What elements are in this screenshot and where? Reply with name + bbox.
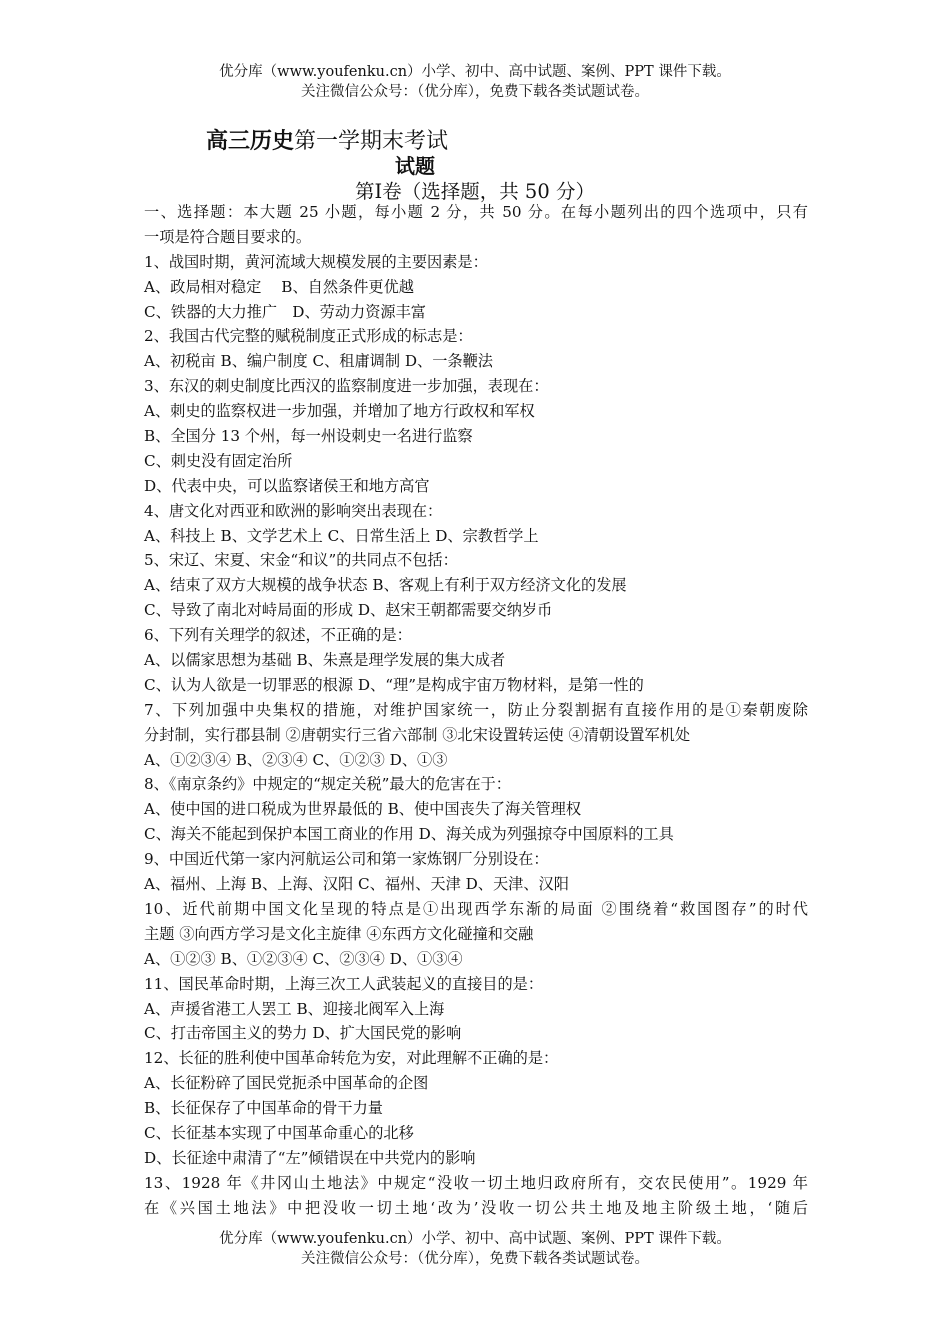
text-line: 9、中国近代第一家内河航运公司和第一家炼钢厂分别设在： — [144, 850, 549, 869]
text-line: 6、下列有关理学的叙述，不正确的是： — [144, 626, 412, 645]
section-heading: 第I卷（选择题，共 50 分） — [355, 180, 595, 203]
page-footer — [0, 1229, 950, 1269]
text-line: 10、近代前期中国文化呈现的特点是①出现西学东渐的局面 ②围绕着“救国图存”的时代 — [144, 899, 808, 918]
text-line: D、长征途中肃清了“左”倾错误在中共党内的影响 — [144, 1148, 476, 1167]
text-line: A、①②③ B、①②③④ C、②③④ D、①③④ — [144, 949, 463, 968]
text-line: A、福州、上海 B、上海、汉阳 C、福州、天津 D、天津、汉阳 — [144, 875, 569, 894]
text-line: 一项是符合题目要求的。 — [144, 227, 312, 246]
text-line: 13、1928 年《井冈山土地法》中规定“没收一切土地归政府所有，交农民使用”。1929 年 — [144, 1173, 808, 1192]
header-line-2: 关注微信公众号：（优分库），免费下载各类试题试卷。 — [301, 84, 649, 100]
text-line: 8、《南京条约》中规定的“规定关税”最大的危害在于： — [144, 775, 511, 794]
text-line: A、政局相对稳定 B、自然条件更优越 — [144, 277, 414, 296]
text-line: C、铁器的大力推广 D、劳动力资源丰富 — [144, 302, 426, 321]
text-line: A、科技上 B、文学艺术上 C、日常生活上 D、宗教哲学上 — [144, 526, 539, 545]
text-line: A、声援省港工人罢工 B、迎接北阀军入上海 — [144, 999, 445, 1018]
page-header — [0, 62, 950, 102]
text-line: A、刺史的监察权进一步加强，并增加了地方行政权和军权 — [144, 402, 535, 421]
text-line: A、使中国的进口税成为世界最低的 B、使中国丧失了海关管理权 — [144, 800, 582, 819]
text-line: 分封制，实行郡县制 ②唐朝实行三省六部制 ③北宋设置转运使 ④清朝设置军机处 — [144, 725, 691, 744]
text-line: 2、我国古代完整的赋税制度正式形成的标志是： — [144, 327, 473, 346]
text-line: C、打击帝国主义的势力 D、扩大国民党的影响 — [144, 1024, 462, 1043]
text-line: 7、下列加强中央集权的措施，对维护国家统一，防止分裂割据有直接作用的是①秦朝废除 — [144, 700, 808, 719]
text-line: 5、宋辽、宋夏、宋金“和议”的共同点不包括： — [144, 551, 458, 570]
header-line-1: 优分库（www.youfenku.cn）小学、初中、高中试题、案例、PPT 课件下载。 — [219, 64, 731, 80]
text-line: 1、战国时期，黄河流域大规模发展的主要因素是： — [144, 252, 488, 271]
text-line: C、认为人欲是一切罪恶的根源 D、“理”是构成宇宙万物材料，是第一性的 — [144, 675, 644, 694]
footer-line-1: 优分库（www.youfenku.cn）小学、初中、高中试题、案例、PPT 课件下载。 — [219, 1231, 731, 1247]
footer-line-2: 关注微信公众号：（优分库），免费下载各类试题试卷。 — [301, 1251, 649, 1267]
text-line: A、①②③④ B、②③④ C、①②③ D、①③ — [144, 750, 448, 769]
text-line: 主题 ③向西方学习是文化主旋律 ④东西方文化碰撞和交融 — [144, 924, 534, 943]
text-line: 12、长征的胜利使中国革命转危为安，对此理解不正确的是： — [144, 1049, 559, 1068]
text-line: C、刺史没有固定治所 — [144, 451, 293, 470]
text-line: C、海关不能起到保护本国工商业的作用 D、海关成为列强掠夺中国原料的工具 — [144, 825, 674, 844]
text-line: A、长征粉碎了国民党扼杀中国革命的企图 — [144, 1074, 429, 1093]
text-line: B、全国分 13 个州，每一州设刺史一名进行监察 — [144, 427, 473, 446]
text-line: D、代表中央，可以监察诸侯王和地方高官 — [144, 476, 430, 495]
text-line: A、初税亩 B、编户制度 C、租庸调制 D、一条鞭法 — [144, 352, 493, 371]
text-line: B、长征保存了中国革命的骨干力量 — [144, 1099, 383, 1118]
text-line: 11、国民革命时期，上海三次工人武装起义的直接目的是： — [144, 974, 544, 993]
text-line: 一、选择题：本大题 25 小题，每小题 2 分，共 50 分。在每小题列出的四个选项中，只有 — [144, 203, 808, 221]
exam-title-subject: 高三历史 — [206, 128, 295, 154]
exam-title-term: 第一学期末考试 — [294, 129, 449, 154]
text-line: A、结束了双方大规模的战争状态 B、客观上有利于双方经济文化的发展 — [144, 576, 627, 595]
text-line: 在《兴国土地法》中把没收一切土地‘改为’没收一切公共土地及地主阶级土地，‘随后 — [144, 1198, 808, 1217]
exam-title-line-2: 试题 — [395, 154, 435, 178]
text-line: 4、唐文化对西亚和欧洲的影响突出表现在： — [144, 501, 443, 520]
text-line: C、长征基本实现了中国革命重心的北移 — [144, 1123, 414, 1142]
text-line: A、以儒家思想为基础 B、朱熹是理学发展的集大成者 — [144, 651, 506, 670]
text-line: C、导致了南北对峙局面的形成 D、赵宋王朝都需要交纳岁币 — [144, 601, 553, 620]
question-body — [144, 200, 808, 1221]
text-line: 3、东汉的刺史制度比西汉的监察制度进一步加强，表现在： — [144, 377, 549, 396]
